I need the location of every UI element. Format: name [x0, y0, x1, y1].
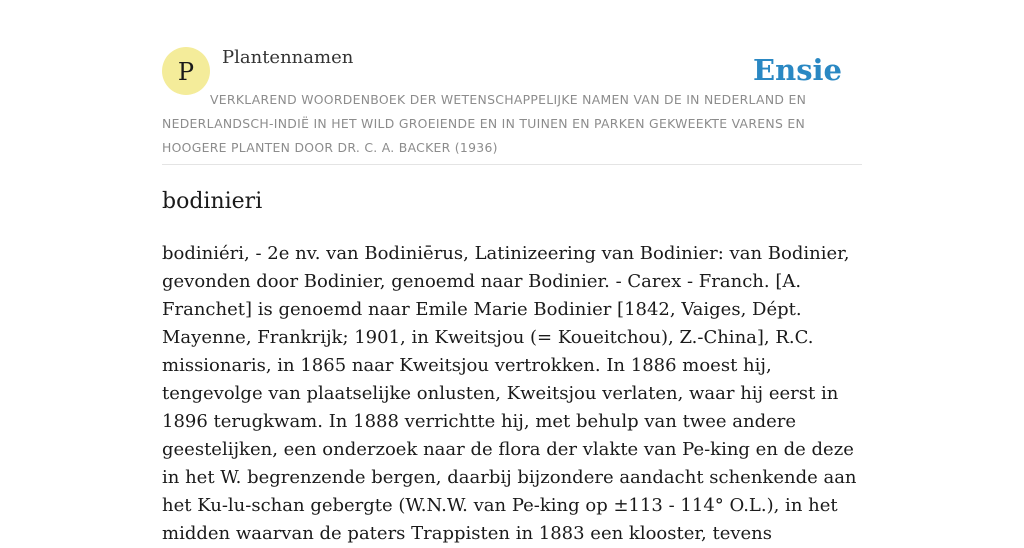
- ensie-logo-link[interactable]: Ensie: [753, 53, 842, 87]
- entry-title: bodinieri: [162, 189, 263, 214]
- entry-body: bodiniéri, - 2e nv. van Bodiniērus, Latinizeering van Bodinier: van Bodinier, gevonden door Bodinier, genoemd naar Bodinier. - Carex - Franch. [A. Franchet] is genoemd naar Emile Marie Bodinier [1842, Vaiges, Dépt. Mayenne, Frankrijk; 1901, in Kweitsjou (= Koueitchou), Z.-China], R.C. missionaris, in 1865 naar Kweitsjou vertrokken. In 1886 moest hij, tengevolge van plaatselijke onlusten, Kweitsjou verlaten, waar hij eerst in 1896 terugkwam. In 1888 verrichtte hij, met behulp van twee andere geestelijken, een onderzoek naar de flora der vlakte van Pe-king en de deze in het W. begrenzende bergen, daarbij bijzondere aandacht schenkende aan het Ku-lu-schan gebergte (W.N.W. van Pe-king op ±113 - 114° O.L.), in het midden waarvan de paters Trappisten in 1883 een klooster, tevens: [162, 243, 857, 544]
- source-logo-letter: P: [177, 57, 195, 86]
- source-header: [162, 0, 862, 165]
- source-description: VERKLAREND WOORDENBOEK DER WETENSCHAPPELIJKE NAMEN VAN DE IN NEDERLAND EN NEDERLANDSCH-INDIË IN HET WILD GROEIENDE EN IN TUINEN EN PARKEN GEKWEEKTE VARENS EN HOOGERE PLANTEN DOOR DR. C. A. BACKER (1936): [162, 92, 807, 155]
- page-container: [162, 0, 862, 544]
- source-title[interactable]: Plantennamen: [222, 47, 354, 68]
